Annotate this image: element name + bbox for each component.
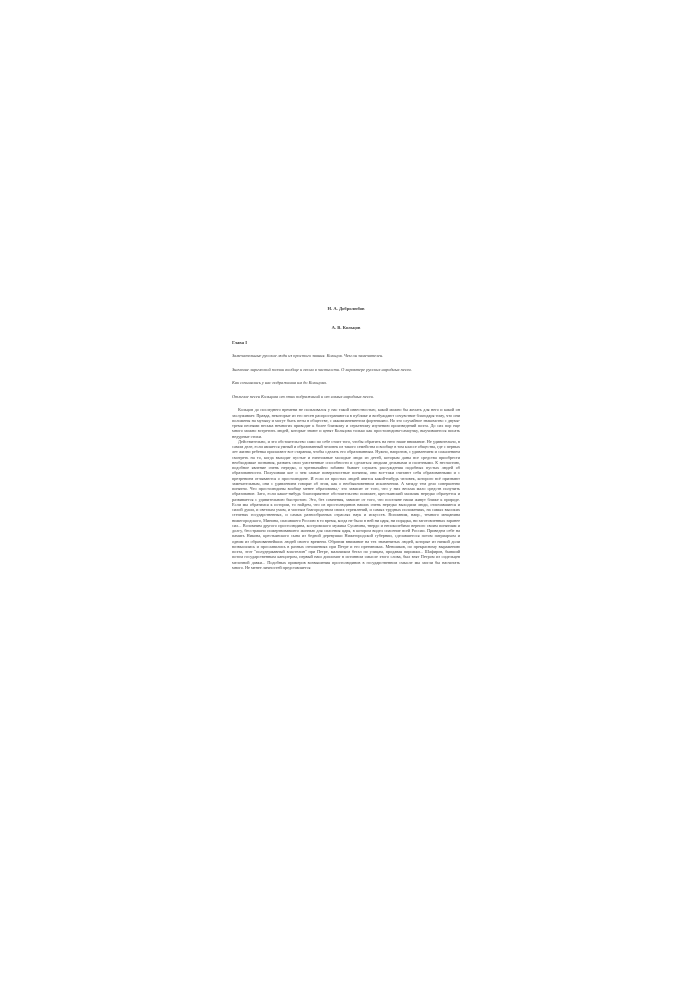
body-paragraph: Действительно, и это обстоятельство само по себе стоит того, чтобы обратить на него наше внимание. Не удивительно, в самом деле, если является умный и образованный человек из такого семейства и вообще в том классе общества, где с первых лет жизни ребенка прилагают все старания, чтобы сделать его образованным. Нужно, напротив, с удивлением и сожалением смотреть на то, когда выходят пустые и ничтожные молодые люди из детей, которым даны все средства приобрести необходимые познания, развить свои умственные способности и сделаться людьми дельными и полезными. К несчастию, подобное явление очень нередко, и чрезвычайно забавно бывает слушать рассуждения подобных пустых людей об образованности. Получивши кое о чем самые поверхностные понятия, они все-таки считают себя образованными и с презрением отзываются о простолюдине. И если из простых людей явится какой-нибудь человек, которого всё признают замечательным, они с удивлением говорят об этом, как о необыкновенном исключении. А между тем дело совершенно понятно. Что простолюдины вообще менее образованы,- это зависит от того, что у них весьма мало средств получить образование. Зато, если какое-нибудь благоприятное обстоятельство поможет, крестьянский мальчик нередко образуется и развивается с удивительною быстротою. Это, без сомнения, зависит от того, что поселяне наши живут ближе к природе. Если мы обратимся к истории, то найдем, что из простолюдинов наших очень нередко выходили люди, отличавшиеся и силой души, и светлым умом, и чистым благородством своих стремлений, и самых трудных положениях, на самых высоких степенях государственных, и самых разнообразных отраслях наук и искусств. Вспомним, напр., темного мещанина нижегородского, Минина, спасавшего Россию в то время, когда не было в ней ни царя, ни порядка, ни заготовленных заранее сил... Вспомним другого простолюдина, костромского мужика Сусанина, твердо и непоколебимо верного своим понятиям и долгу, бесстрашно пожертвовавшего жизнью для спасения царя, в котором видел спасение всей России. Приведем себе на память Никона, крестьянского сына из бедной деревушки Нижегородской губернии, сделавшегося потом патриархом и одним из образованнейших людей своего времени. Обратим внимание на тех знаменитых людей, которые из низкой доли возвысились и прославились в разных отношениях при Петре и его преемниках. Меншиков, по прекрасному выражению поэта, этот "полудержавный властелин" при Петре, мальчиком бегал по улицам, продавая пирожки... Шафиров, бывший потом государственным канцлером, первый наш дипломат в истинном смысле этого слова, был взят Петром из сидельцев мелочной давки... Подобных примеров возвышения простолюдинов в государственном смысле мы могли бы насчитать много. Не менее личностей представляется (232, 438, 460, 570)
chapter-summary-line: Замечательные русские люди из простого звания. Кольцов. Чем он замечателен. (232, 353, 384, 358)
document-page (232, 306, 460, 570)
body-paragraph: Кольцов до последнего времени не пользовался у нас такой известностью, какой можно бы желать для него и какой он заслуживает. Правда, некоторые из его песен распространяются в публике и возбуждают сочувствие благодаря тому, что они положены на музыку и могут быть петы в обществе, с аккомпанементом фортепьяно. Но это случайное знакомство с двумя-тремя песнями весьма немногих приводит к более близкому и серьезному изучению произведений поэта. До сих пор еще много можно встретить людей, которые знают и ценят Кольцова только как простолюдина-самоучку, выучившегося писать недурные стихи. (232, 407, 460, 439)
chapter-heading: Глава I (232, 340, 247, 345)
author-name: Н. А. Добролюбов (327, 306, 365, 311)
work-title: А. В. Кольцов (331, 325, 361, 330)
chapter-summary-line: Отличие песен Кольцова от этих подражаний и от самых народных песен. (232, 393, 374, 399)
chapter-summary-line: Как сочинялись у нас подражания им до Кольцова. (232, 380, 327, 386)
chapter-summary-line: Значение лирической поэзии вообще и песни в частности. О характере русских народных песен. (232, 366, 412, 372)
